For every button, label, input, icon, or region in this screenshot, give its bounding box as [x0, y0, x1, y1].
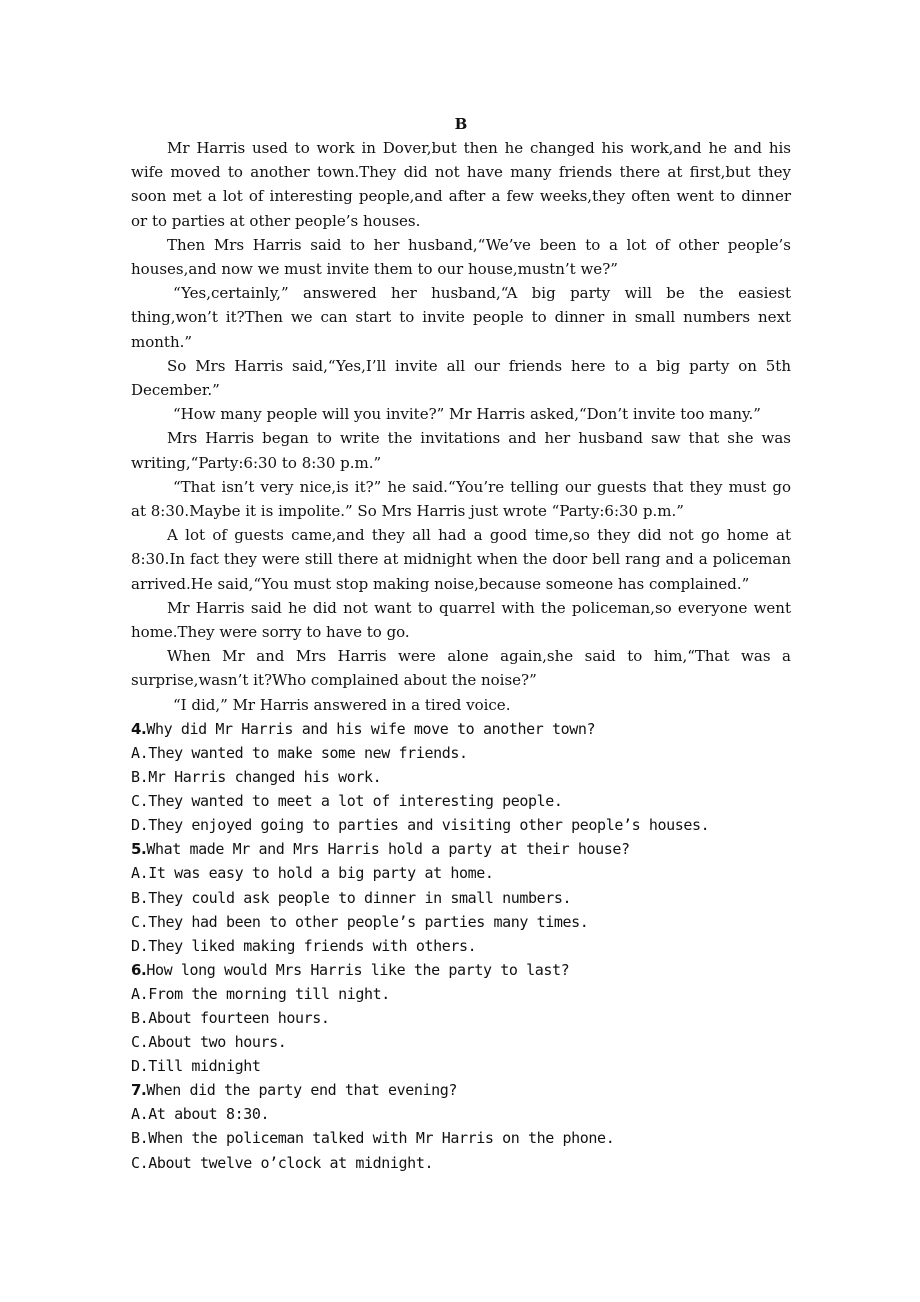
passage-paragraph: A lot of guests came,and they all had a good time,so they did not go home at 8:30.In fact they were still there at midnight when the door bell rang and a policeman arrived.He said,“You must stop making noise,because someone has complained.” — [131, 526, 791, 593]
answer-option: D.Till midnight — [131, 1057, 261, 1076]
answer-option: A.At about 8:30. — [131, 1105, 270, 1124]
question-number: 4. — [131, 719, 147, 738]
passage-paragraph: So Mrs Harris said,“Yes,I’ll invite all our friends here to a big party on 5th December.” — [131, 356, 791, 400]
question-list — [131, 717, 791, 1175]
answer-option: C.They wanted to meet a lot of interesting people. — [131, 792, 563, 811]
question-stem — [131, 958, 791, 982]
passage-paragraph: “I did,” Mr Harris answered in a tired voice. — [173, 695, 511, 714]
answer-option: C.About twelve o’clock at midnight. — [131, 1153, 434, 1172]
passage-paragraph: “How many people will you invite?” Mr Harris asked,“Don’t invite too many.” — [173, 405, 761, 424]
question-block — [131, 717, 791, 837]
passage-paragraph: Mr Harris used to work in Dover,but then he changed his work,and he and his wife moved to another town.They did not have many friends there at first,but they soon met a lot of interesting people,and after a few weeks,they often went to dinner or to parties at other people’s houses. — [131, 139, 791, 230]
answer-option: C.They had been to other people’s parties many times. — [131, 912, 589, 931]
passage-paragraph: When Mr and Mrs Harris were alone again,she said to him,“That was a surprise,wasn’t it?Who complained about the noise?” — [131, 647, 791, 690]
answer-option: A.They wanted to make some new friends. — [131, 743, 468, 762]
answer-option: A.From the morning till night. — [131, 984, 390, 1003]
answer-option: B.About fourteen hours. — [131, 1009, 330, 1027]
passage — [131, 136, 791, 717]
document-page — [131, 112, 791, 1175]
question-number: 6. — [131, 960, 147, 979]
answer-option: B.When the policeman talked with Mr Harris on the phone. — [131, 1129, 615, 1148]
answer-option: B.They could ask people to dinner in small numbers. — [131, 888, 572, 907]
answer-option: A.It was easy to hold a big party at home. — [131, 864, 494, 883]
passage-paragraph: Mrs Harris began to write the invitations and her husband saw that she was writing,“Party:6:30 to 8:30 p.m.” — [131, 429, 791, 472]
question-text: How long would Mrs Harris like the party to last? — [146, 960, 570, 979]
question-stem — [131, 1078, 791, 1102]
passage-paragraph: “That isn’t very nice,is it?” he said.“You’re telling our guests that they must go at 8:30.Maybe it is impolite.” So Mrs Harris just wrote “Party:6:30 p.m.” — [131, 477, 791, 521]
section-heading: B — [454, 115, 468, 133]
question-number: 5. — [131, 840, 147, 859]
question-text: What made Mr and Mrs Harris hold a party at their house? — [146, 840, 630, 859]
answer-option: C.About two hours. — [131, 1033, 287, 1052]
passage-paragraph: Mr Harris said he did not want to quarrel with the policeman,so everyone went home.They were sorry to have to go. — [131, 598, 791, 642]
question-text: Why did Mr Harris and his wife move to another town? — [146, 719, 596, 738]
passage-paragraph: Then Mrs Harris said to her husband,“We’ve been to a lot of other people’s houses,and now we must invite them to our house,mustn’t we?” — [131, 235, 791, 279]
question-block — [131, 837, 791, 957]
question-number: 7. — [131, 1081, 147, 1100]
passage-paragraph: “Yes,certainly,” answered her husband,“A big party will be the easiest thing,won’t it?Then we can start to invite people to dinner in small numbers next month.” — [131, 284, 791, 351]
question-stem — [131, 717, 791, 741]
question-stem — [131, 837, 791, 861]
question-block — [131, 1078, 791, 1174]
answer-option: B.Mr Harris changed his work. — [131, 768, 382, 787]
answer-option: D.They liked making friends with others. — [131, 936, 477, 955]
question-text: When did the party end that evening? — [146, 1081, 458, 1100]
question-block — [131, 958, 791, 1078]
answer-option: D.They enjoyed going to parties and visiting other people’s houses. — [131, 816, 710, 835]
